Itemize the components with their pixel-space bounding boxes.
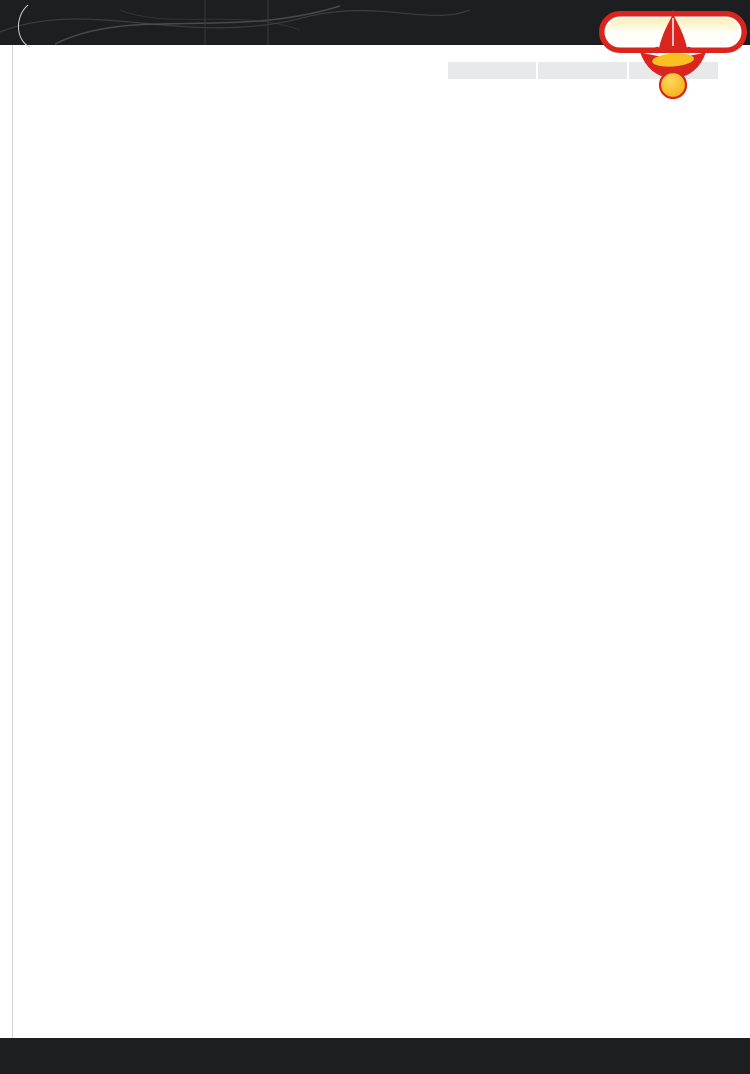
footer-bar — [0, 1038, 750, 1074]
domlustr-logo[interactable] — [598, 0, 748, 100]
brand-monogram-icon — [4, 1, 60, 51]
column-header-3 — [446, 62, 536, 79]
